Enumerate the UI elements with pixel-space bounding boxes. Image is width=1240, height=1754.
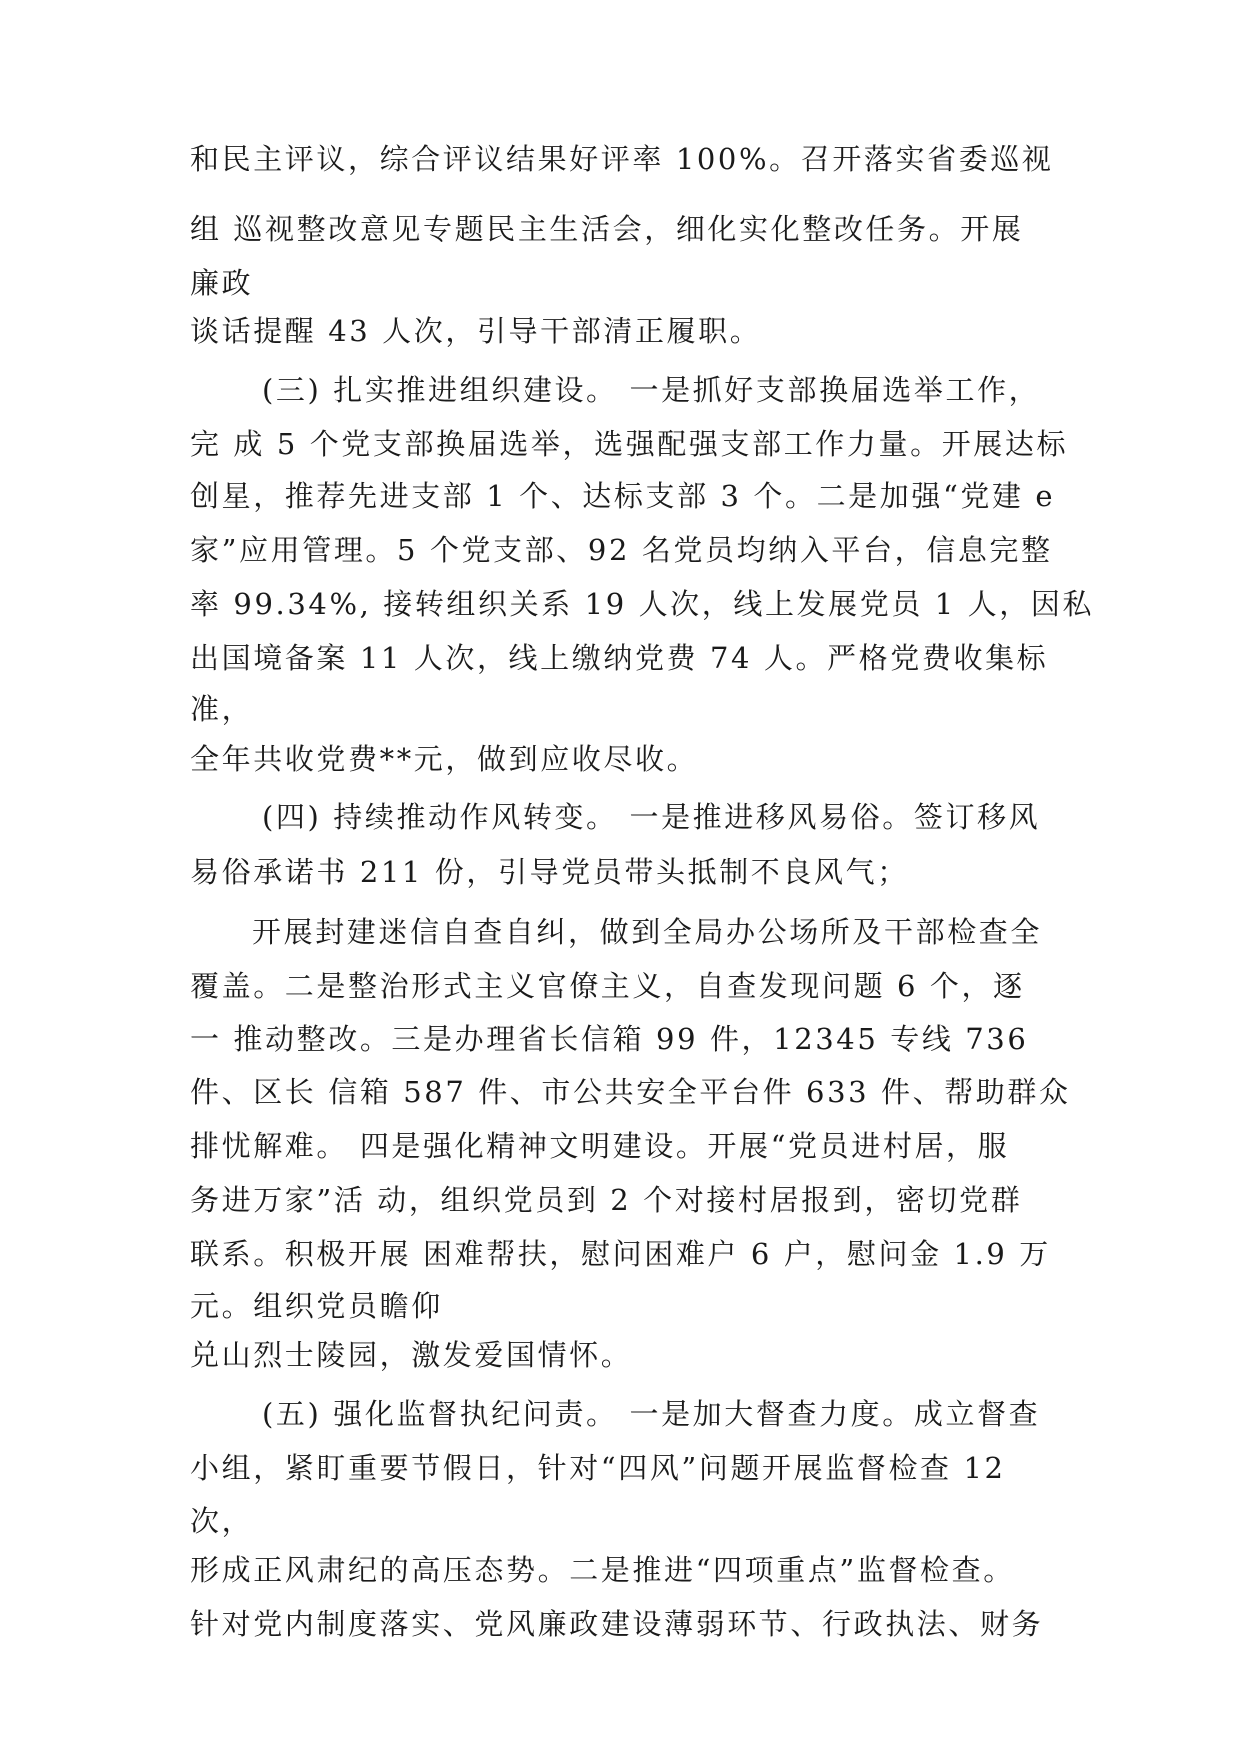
text-line: 务进万家”活 动，组织党员到 2 个对接村居报到，密切党群 bbox=[190, 1183, 1023, 1217]
text-line: 率 99.34%, 接转组织关系 19 人次，线上发展党员 1 人，因私 bbox=[190, 587, 1095, 621]
text-line: 次， bbox=[190, 1504, 254, 1538]
text-line: 易俗承诺书 211 份，引导党员带头抵制不良风气； bbox=[190, 855, 909, 889]
text-line: 准， bbox=[190, 692, 254, 726]
text-line: 一 推动整改。三是办理省长信箱 99 件，12345 专线 736 bbox=[190, 1022, 1029, 1056]
text-line: 完 成 5 个党支部换届选举，选强配强支部工作力量。开展达标 bbox=[190, 427, 1069, 461]
text-line: 覆盖。二是整治形式主义官僚主义，自查发现问题 6 个，逐 bbox=[190, 969, 1025, 1003]
text-line: 形成正风肃纪的高压态势。二是推进“四项重点”监督检查。 bbox=[190, 1553, 1015, 1587]
section-heading-line: (五) 强化监督执纪问责。 一是加大督查力度。成立督查 bbox=[262, 1397, 1041, 1431]
text-line: 件、区长 信箱 587 件、市公共安全平台件 633 件、帮助群众 bbox=[190, 1075, 1071, 1109]
text-line: 组 巡视整改意见专题民主生活会，细化实化整改任务。开展 bbox=[190, 212, 1024, 246]
text-line: 家”应用管理。5 个党支部、92 名党员均纳入平台，信息完整 bbox=[190, 533, 1053, 567]
text-line: 出国境备案 11 人次，线上缴纳党费 74 人。严格党费收集标 bbox=[190, 641, 1049, 675]
text-line: 排忧解难。 四是强化精神文明建设。开展“党员进村居，服 bbox=[190, 1129, 1010, 1163]
section-heading-line: (三) 扎实推进组织建设。 一是抓好支部换届选举工作， bbox=[262, 373, 1041, 407]
text-line: 小组，紧盯重要节假日，针对“四风”问题开展监督检查 12 bbox=[190, 1451, 1006, 1485]
text-line: 兑山烈士陵园，激发爱国情怀。 bbox=[190, 1338, 633, 1372]
text-line: 联系。积极开展 困难帮扶，慰问困难户 6 户，慰问金 1.9 万 bbox=[190, 1237, 1051, 1271]
text-line: 和民主评议，综合评议结果好评率 100%。召开落实省委巡视 bbox=[190, 142, 1054, 176]
text-line: 创星，推荐先进支部 1 个、达标支部 3 个。二是加强“党建 e bbox=[190, 479, 1056, 513]
text-line: 廉政 bbox=[190, 266, 254, 300]
text-line: 元。组织党员瞻仰 bbox=[190, 1289, 443, 1323]
text-line: 针对党内制度落实、党风廉政建设薄弱环节、行政执法、财务 bbox=[190, 1607, 1044, 1641]
text-line: 开展封建迷信自查自纠，做到全局办公场所及干部检查全 bbox=[252, 915, 1043, 949]
section-heading-line: (四) 持续推动作风转变。 一是推进移风易俗。签订移风 bbox=[262, 800, 1041, 834]
text-line: 谈话提醒 43 人次，引导干部清正履职。 bbox=[190, 314, 762, 348]
text-line: 全年共收党费**元，做到应收尽收。 bbox=[190, 742, 699, 776]
